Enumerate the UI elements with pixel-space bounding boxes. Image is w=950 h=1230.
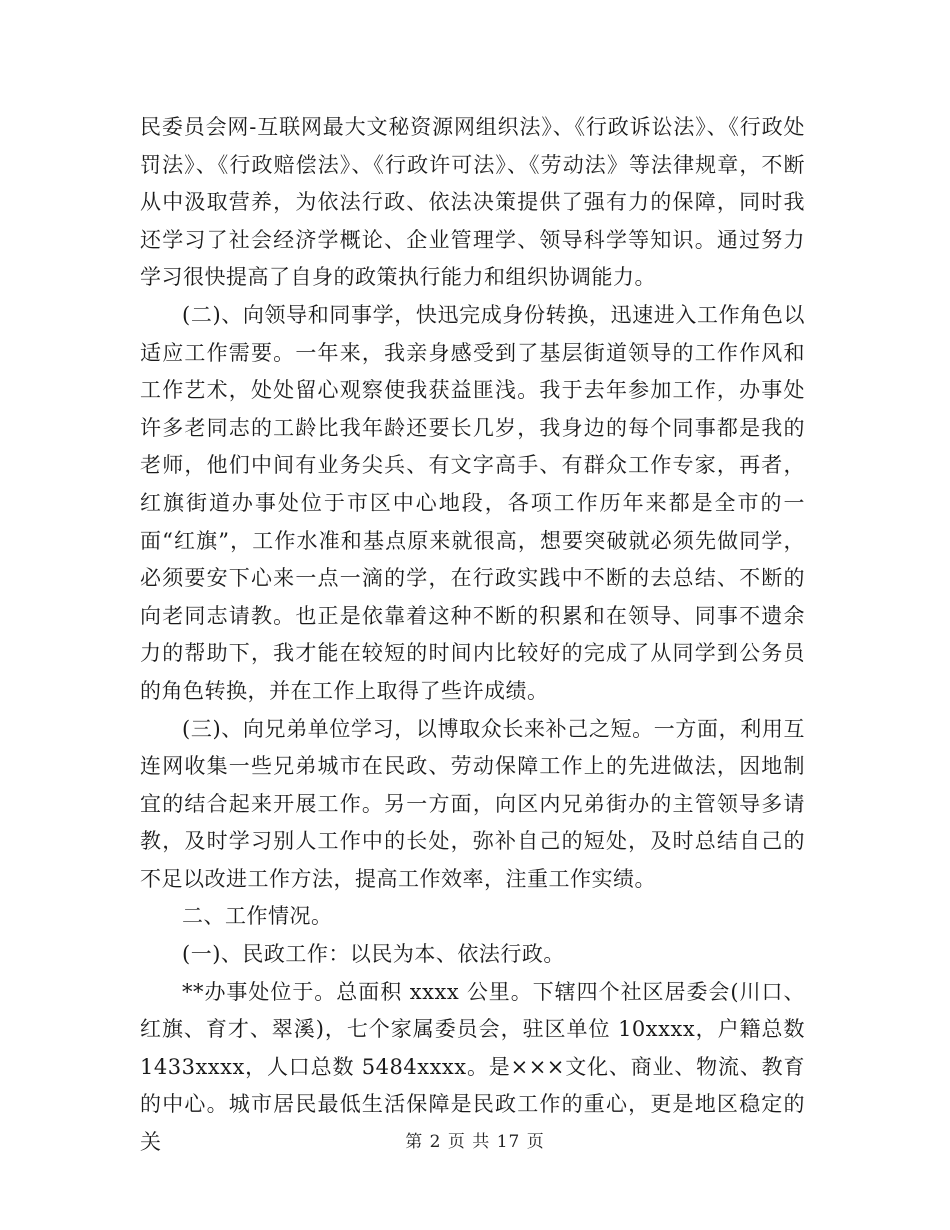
paragraph-office-overview: **办事处位于。总面积 xxxx 公里。下辖四个社区居委会(川口、红旗、育才、翠溪)，七个家属委员会，驻区单位 10xxxx，户籍总数 1433xxxx，人口总数 5484xxxx。是×××文化、商业、物流、教育的中心。城市居民最低生活保障是民政工作的重心，更是地区稳定的关 — [140, 979, 805, 1155]
subsection-heading-civil-affairs: (一)、民政工作：以民为本、依法行政。 — [182, 942, 565, 967]
paragraph-laws-study: 民委员会网-互联网最大文秘资源网组织法》、《行政诉讼法》、《行政处罚法》、《行政赔偿法》、《行政许可法》、《劳动法》等法律规章，不断从中汲取营养，为依法行政、依法决策提供了强有力的保障，同时我还学习了社会经济学概论、企业管理学、领导科学等知识。通过努力学习很快提高了自身的政策执行能力和组织协调能力。 — [140, 115, 805, 290]
document-body — [140, 109, 805, 1162]
page-number-footer: 第 2 页 共 17 页 — [405, 1132, 545, 1152]
section-heading-work-status: 二、工作情况。 — [182, 904, 333, 929]
paragraph-learn-from-leaders: (二)、向领导和同事学，快迅完成身份转换，迅速进入工作角色以适应工作需要。一年来，我亲身感受到了基层街道领导的工作作风和工作艺术，处处留心观察使我获益匪浅。我于去年参加工作，办事处许多老同志的工龄比我年龄还要长几岁，我身边的每个同事都是我的老师，他们中间有业务尖兵、有文字高手、有群众工作专家，再者，红旗街道办事处位于市区中心地段，各项工作历年来都是全市的一面“红旗”，工作水准和基点原来就很高，想要突破就必须先做同学，必须要安下心来一点一滴的学，在行政实践中不断的去总结、不断的向老同志请教。也正是依靠着这种不断的积累和在领导、同事不遗余力的帮助下，我才能在较短的时间内比较好的完成了从同学到公务员的角色转换，并在工作上取得了些许成绩。 — [140, 302, 805, 703]
paragraph-learn-from-peers: (三)、向兄弟单位学习，以博取众长来补己之短。一方面，利用互连网收集一些兄弟城市在民政、劳动保障工作上的先进做法，因地制宜的结合起来开展工作。另一方面，向区内兄弟街办的主管领导多请教，及时学习别人工作中的长处，弥补自己的短处，及时总结自己的不足以改进工作方法，提高工作效率，注重工作实绩。 — [140, 716, 805, 891]
